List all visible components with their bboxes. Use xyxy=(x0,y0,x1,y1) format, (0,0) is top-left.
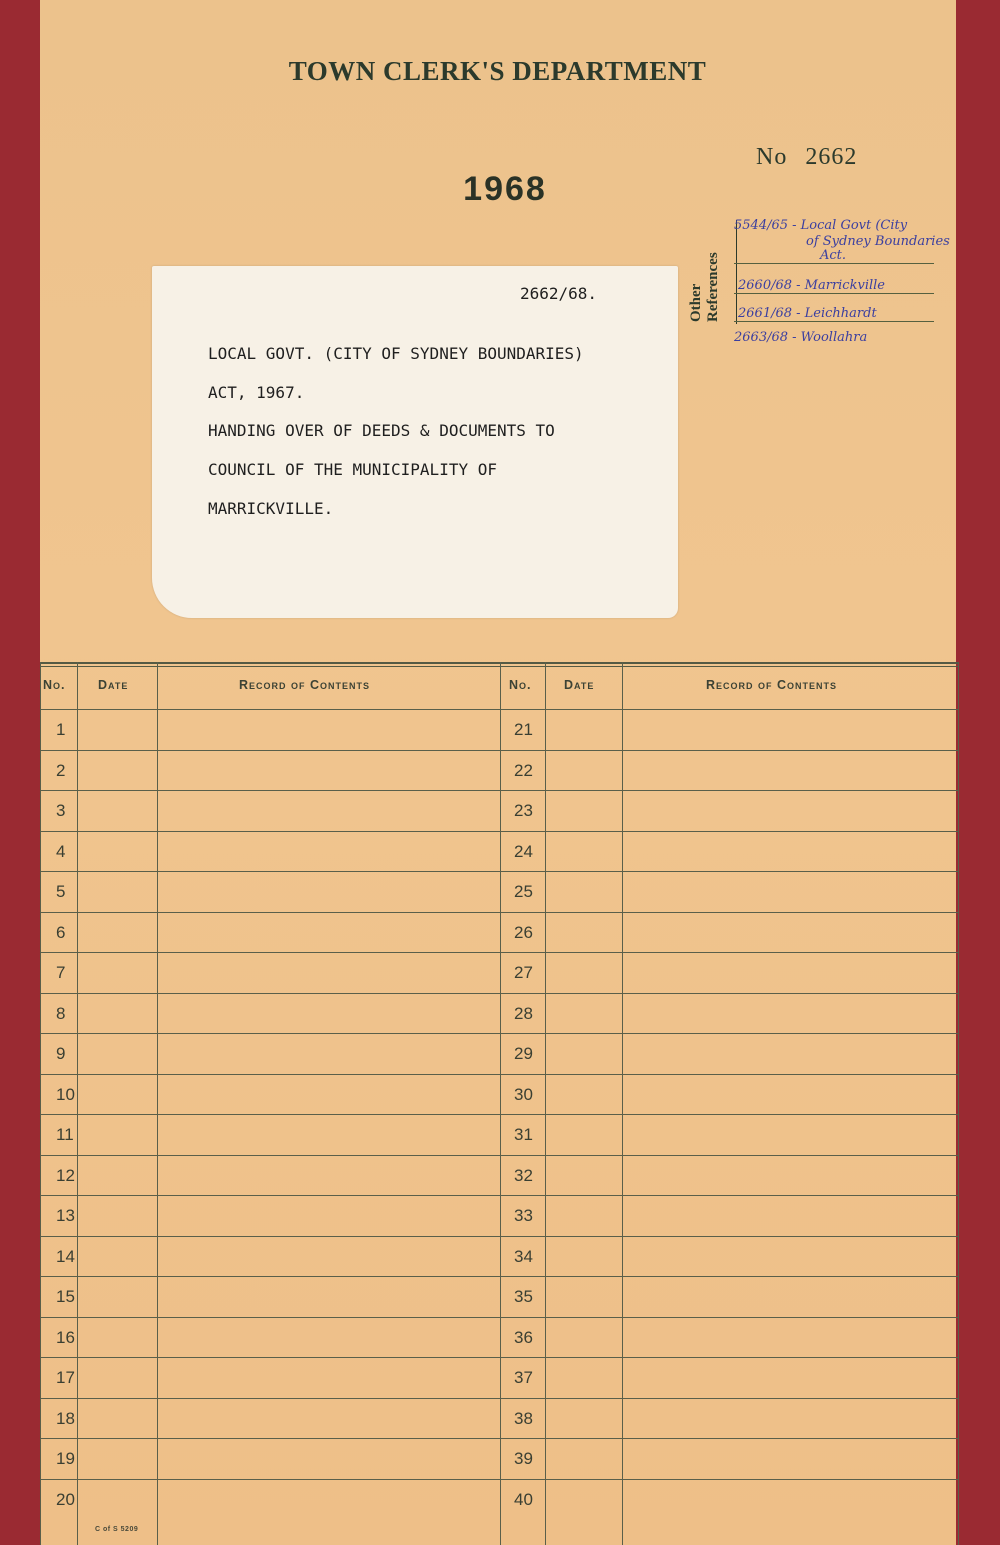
label-line: ACT, 1967. xyxy=(208,383,305,402)
row-number: 20 xyxy=(56,1489,75,1509)
row-rule xyxy=(40,1236,958,1237)
header-date-left: Date xyxy=(98,678,129,692)
label-line: MARRICKVILLE. xyxy=(208,499,334,518)
row-rule xyxy=(40,790,958,791)
register-top-rule xyxy=(40,666,958,667)
header-record-right: Record of Contents xyxy=(706,678,838,692)
row-number: 39 xyxy=(514,1449,533,1468)
header-no-right: No. xyxy=(509,678,532,692)
column-rule xyxy=(40,662,41,1545)
row-rule xyxy=(40,871,958,872)
label-reference: 2662/68. xyxy=(520,284,598,303)
row-number: 2 xyxy=(56,760,66,780)
label-line: COUNCIL OF THE MUNICIPALITY OF xyxy=(208,460,497,479)
row-number: 37 xyxy=(514,1368,533,1387)
contents-register xyxy=(40,662,958,1545)
file-label xyxy=(152,266,678,618)
row-number: 16 xyxy=(56,1327,75,1347)
row-number: 14 xyxy=(56,1246,75,1266)
row-number: 15 xyxy=(56,1287,75,1306)
row-number: 33 xyxy=(514,1206,533,1225)
column-rule xyxy=(500,662,501,1545)
row-rule xyxy=(40,1479,958,1480)
row-rule xyxy=(40,1033,958,1034)
row-rule xyxy=(40,993,958,994)
other-references-box xyxy=(688,218,956,350)
row-number: 7 xyxy=(56,963,66,982)
row-number: 26 xyxy=(514,922,533,942)
row-number: 13 xyxy=(56,1206,75,1225)
row-number: 1 xyxy=(56,720,66,739)
row-rule xyxy=(40,1357,958,1358)
row-rule xyxy=(40,912,958,913)
header-rule xyxy=(40,709,958,710)
row-number: 8 xyxy=(56,1003,66,1023)
row-rule xyxy=(40,1438,958,1439)
register-top-rule xyxy=(40,662,958,664)
row-number: 4 xyxy=(56,841,66,861)
row-number: 36 xyxy=(514,1327,533,1347)
row-number: 29 xyxy=(514,1044,533,1063)
row-number: 24 xyxy=(514,841,533,861)
row-number: 32 xyxy=(514,1165,533,1185)
row-number: 22 xyxy=(514,760,533,780)
row-rule xyxy=(40,1276,958,1277)
number-prefix: No xyxy=(756,144,788,170)
reference-entry: 2660/68 - Marrickville xyxy=(734,278,934,294)
row-number: 28 xyxy=(514,1003,533,1023)
department-title: TOWN CLERK'S DEPARTMENT xyxy=(288,56,707,86)
column-rule xyxy=(157,662,158,1545)
row-rule xyxy=(40,1074,958,1075)
row-number: 30 xyxy=(514,1084,533,1104)
row-rule xyxy=(40,1398,958,1399)
reference-entry: 2663/68 - Woollahra xyxy=(734,330,868,345)
label-line: LOCAL GOVT. (CITY OF SYDNEY BOUNDARIES) xyxy=(208,344,584,363)
printer-imprint: C of S 5209 xyxy=(95,1526,139,1533)
left-binding-strip xyxy=(0,0,40,1545)
row-number: 19 xyxy=(56,1449,75,1468)
row-rule xyxy=(40,1195,958,1196)
file-number-value: 2662 xyxy=(805,144,858,170)
row-number: 40 xyxy=(514,1489,533,1509)
reference-entry: 2661/68 - Leichhardt xyxy=(734,306,934,322)
reference-entry: Act. xyxy=(734,248,934,264)
header-date-right: Date xyxy=(564,678,595,692)
row-rule xyxy=(40,952,958,953)
row-number: 12 xyxy=(56,1165,75,1185)
header-record-left: Record of Contents xyxy=(239,678,371,692)
label-line: HANDING OVER OF DEEDS & DOCUMENTS TO xyxy=(208,421,555,440)
row-number: 17 xyxy=(56,1368,75,1387)
reference-entry: 5544/65 - Local Govt (City xyxy=(734,218,908,233)
column-rule xyxy=(958,662,959,1545)
row-number: 11 xyxy=(56,1125,74,1144)
row-number: 35 xyxy=(514,1287,533,1306)
row-number: 9 xyxy=(56,1044,66,1063)
row-number: 25 xyxy=(514,882,533,901)
row-rule xyxy=(40,750,958,751)
row-number: 10 xyxy=(56,1084,75,1104)
right-binding-strip xyxy=(956,0,1000,1545)
row-number: 3 xyxy=(56,801,66,820)
row-number: 6 xyxy=(56,922,66,942)
row-number: 34 xyxy=(514,1246,533,1266)
row-rule xyxy=(40,1317,958,1318)
year-heading: 1968 xyxy=(463,170,547,208)
reference-entry: of Sydney Boundaries xyxy=(806,234,950,249)
row-number: 5 xyxy=(56,882,66,901)
row-number: 23 xyxy=(514,801,533,820)
row-number: 21 xyxy=(514,720,533,739)
header-no-left: No. xyxy=(43,678,66,692)
row-number: 18 xyxy=(56,1408,75,1428)
column-rule xyxy=(622,662,623,1545)
row-number: 31 xyxy=(514,1125,533,1144)
row-number: 38 xyxy=(514,1408,533,1428)
file-number xyxy=(756,144,857,171)
row-number: 27 xyxy=(514,963,533,982)
other-references-label: Other References xyxy=(688,252,721,322)
row-rule xyxy=(40,1155,958,1156)
row-rule xyxy=(40,831,958,832)
row-rule xyxy=(40,1114,958,1115)
